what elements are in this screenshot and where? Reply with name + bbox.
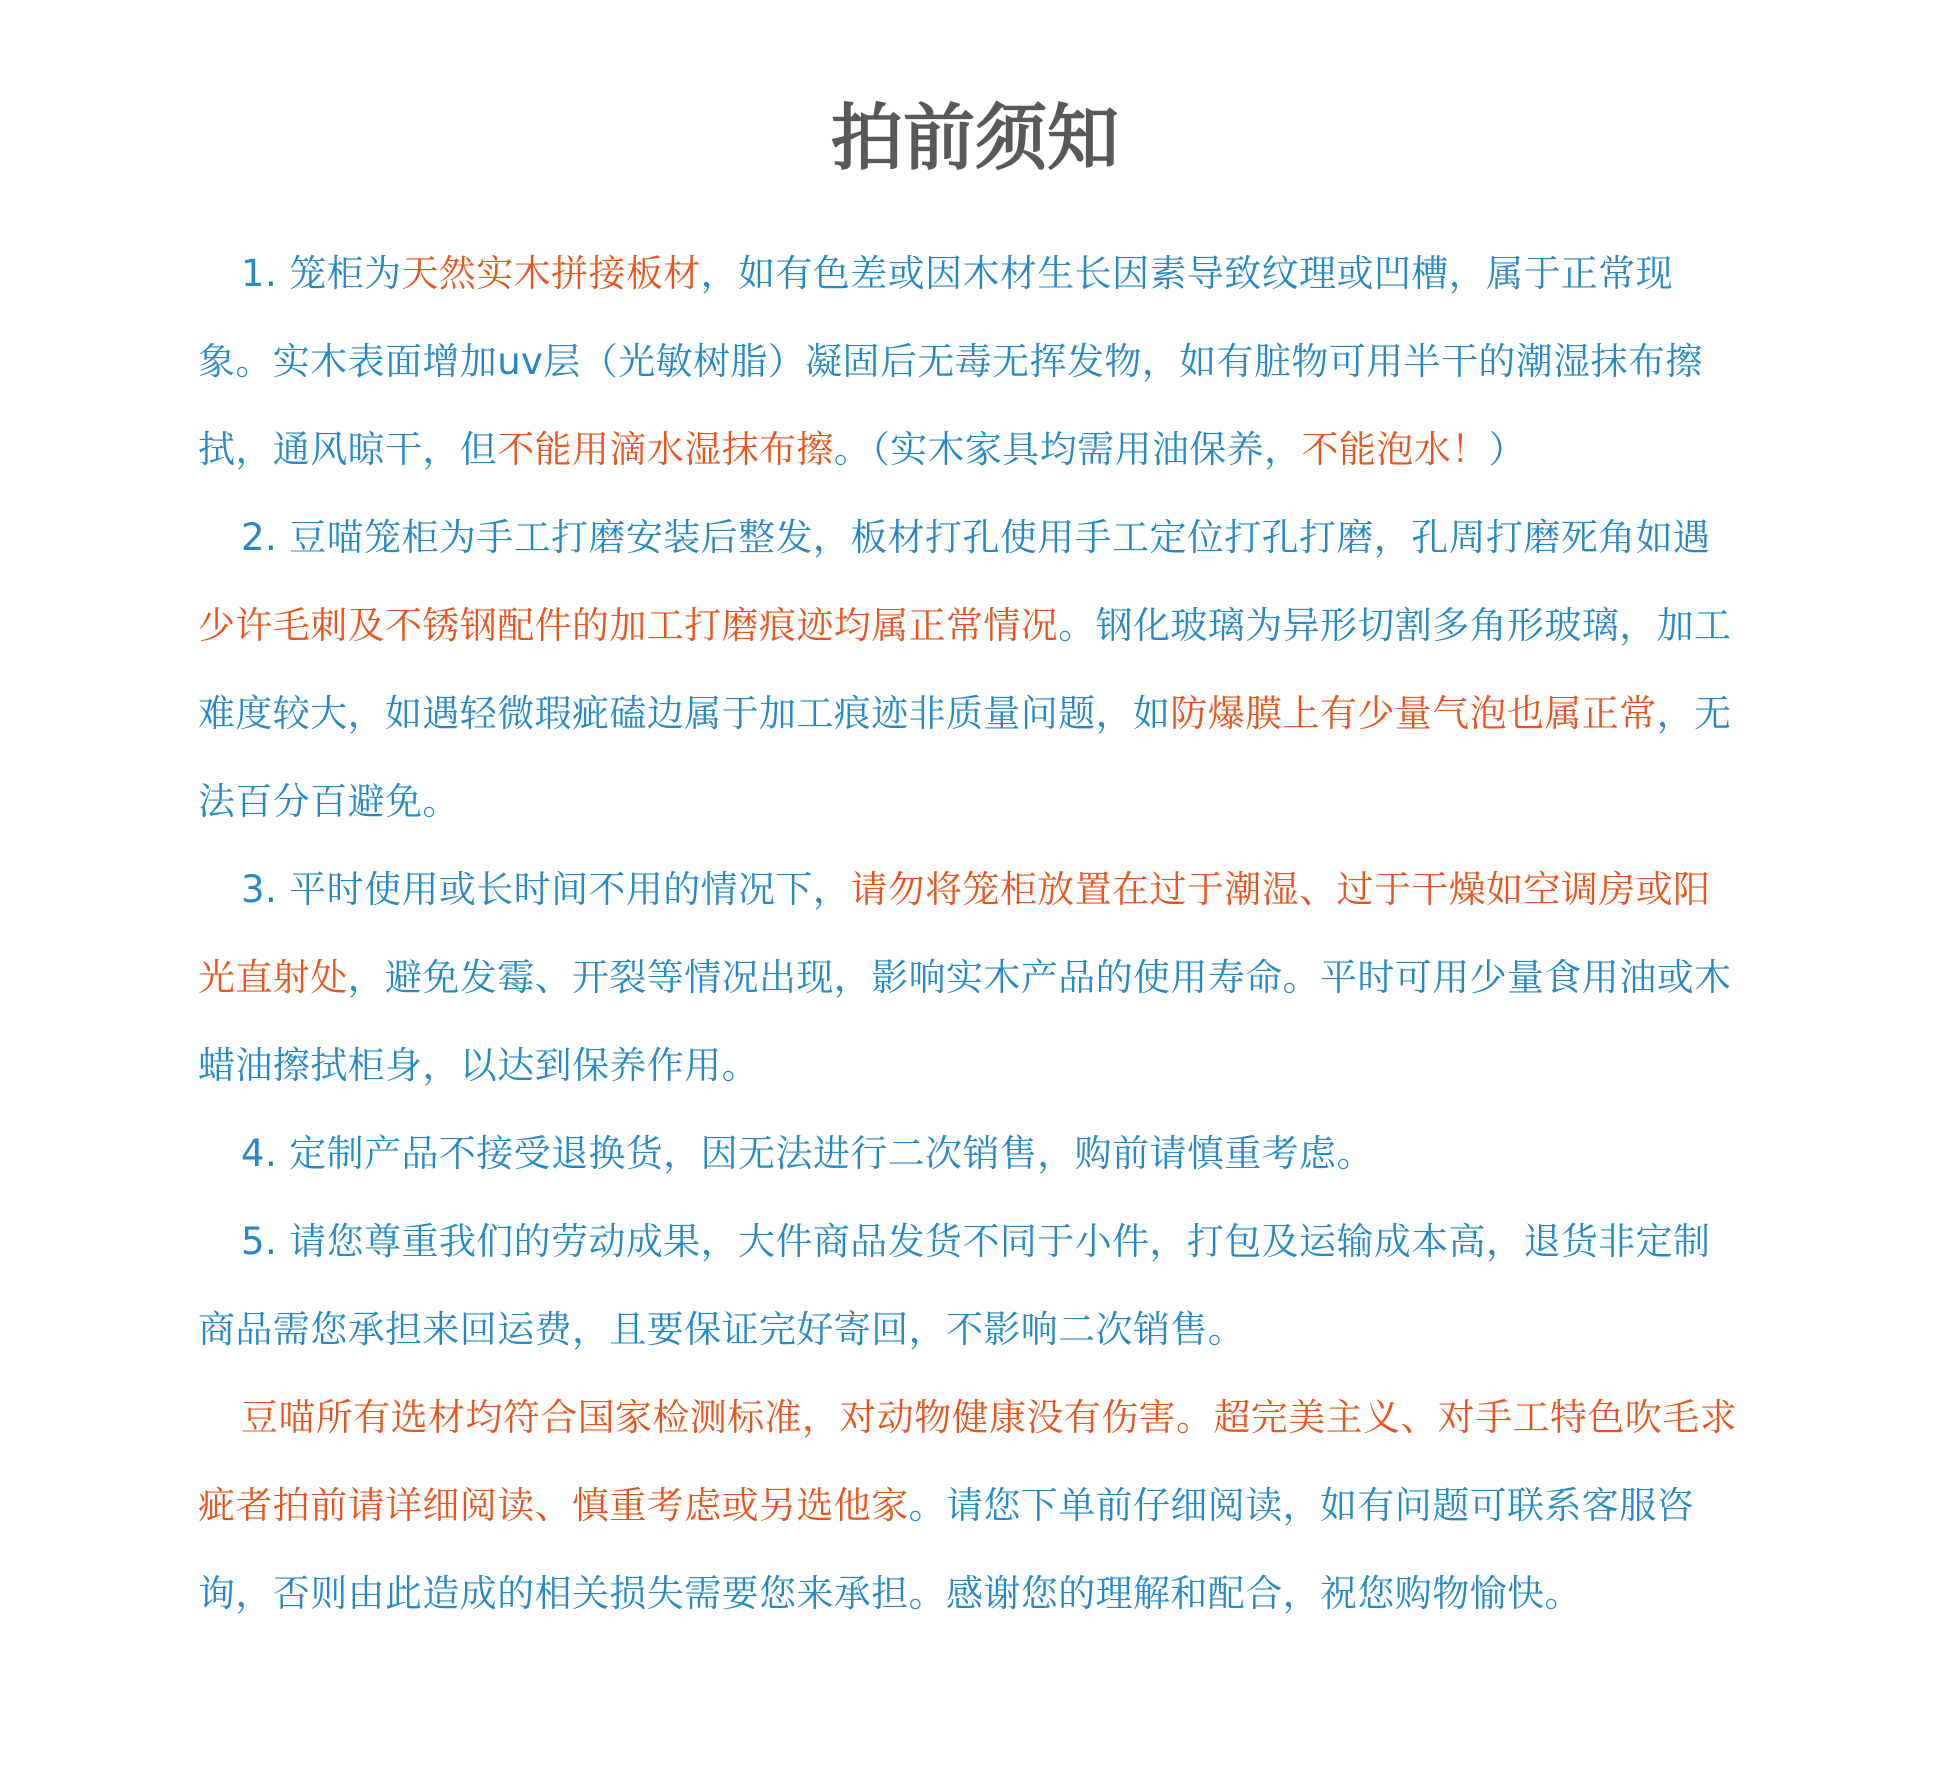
note-1-highlight-3: 不能泡水！ [1301, 428, 1489, 471]
notice-item-2 [198, 494, 1738, 846]
note-3-seg-2: ，避免发霉、开裂等情况出现，影响实木产品的使用寿命。平时可用少量食用油或木蜡油擦拭柜身，以达到保养作用。 [198, 956, 1732, 1087]
note-2-seg-2: 。钢化玻璃为异形切割多角形玻璃，加工难度较大，如遇轻微瑕疵磕边属于加工痕迹非质量问题，如 [198, 604, 1732, 735]
note-3-highlight-1: 请勿将笼柜放置在过于潮湿、过于干燥如空调房或阳光直射处 [198, 868, 1711, 999]
note-5-seg-1: 5. 请您尊重我们的劳动成果，大件商品发货不同于小件，打包及运输成本高，退货非定制商品需您承担来回运费，且要保证完好寄回，不影响二次销售。 [198, 1220, 1711, 1351]
notice-item-1 [198, 230, 1738, 494]
note-1-highlight-1: 天然实木拼接板材 [401, 252, 701, 295]
notice-item-5 [198, 1198, 1738, 1374]
closing-highlight-1: 豆喵所有选材均符合国家检测标准，对动物健康没有伤害。超完美主义、对手工特色吹毛求疵者拍前请详细阅读、慎重考虑或另选他家 [198, 1396, 1737, 1527]
note-2-highlight-2: 防爆膜上有少量气泡也属正常 [1170, 692, 1657, 735]
note-2-seg-1: 2. 豆喵笼柜为手工打磨安装后整发，板材打孔使用手工定位打孔打磨，孔周打磨死角如遇 [241, 516, 1711, 559]
note-2-highlight-1: 少许毛刺及不锈钢配件的加工打磨痕迹均属正常情况 [198, 604, 1059, 647]
notice-list [198, 230, 1738, 1638]
note-1-highlight-2: 不能用滴水湿抹布擦 [497, 428, 834, 471]
note-1-seg-4: ） [1488, 428, 1526, 471]
notice-item-3 [198, 846, 1738, 1110]
note-1-seg-2: ，如有色差或因木材生长因素导致纹理或凹槽，属于正常现象。实木表面增加uv层（光敏树脂）凝固后无毒无挥发物，如有脏物可用半干的潮湿抹布擦拭，通风晾干，但 [198, 252, 1703, 471]
note-1-seg-1: 1. 笼柜为 [241, 252, 402, 295]
note-3-seg-1: 3. 平时使用或长时间不用的情况下， [241, 868, 851, 911]
note-1-seg-3: 。（实木家具均需用油保养， [833, 428, 1302, 471]
notice-closing [198, 1374, 1738, 1638]
closing-seg-1: 。请您下单前仔细阅读，如有问题可联系客服咨询，否则由此造成的相关损失需要您来承担。感谢您的理解和配合，祝您购物愉快。 [198, 1484, 1695, 1615]
note-4-seg-1: 4. 定制产品不接受退换货，因无法进行二次销售，购前请慎重考虑。 [241, 1132, 1374, 1175]
notice-item-4 [198, 1110, 1738, 1198]
page-title: 拍前须知 [830, 96, 1119, 180]
note-2-seg-3: ，无法百分百避免。 [198, 692, 1732, 823]
